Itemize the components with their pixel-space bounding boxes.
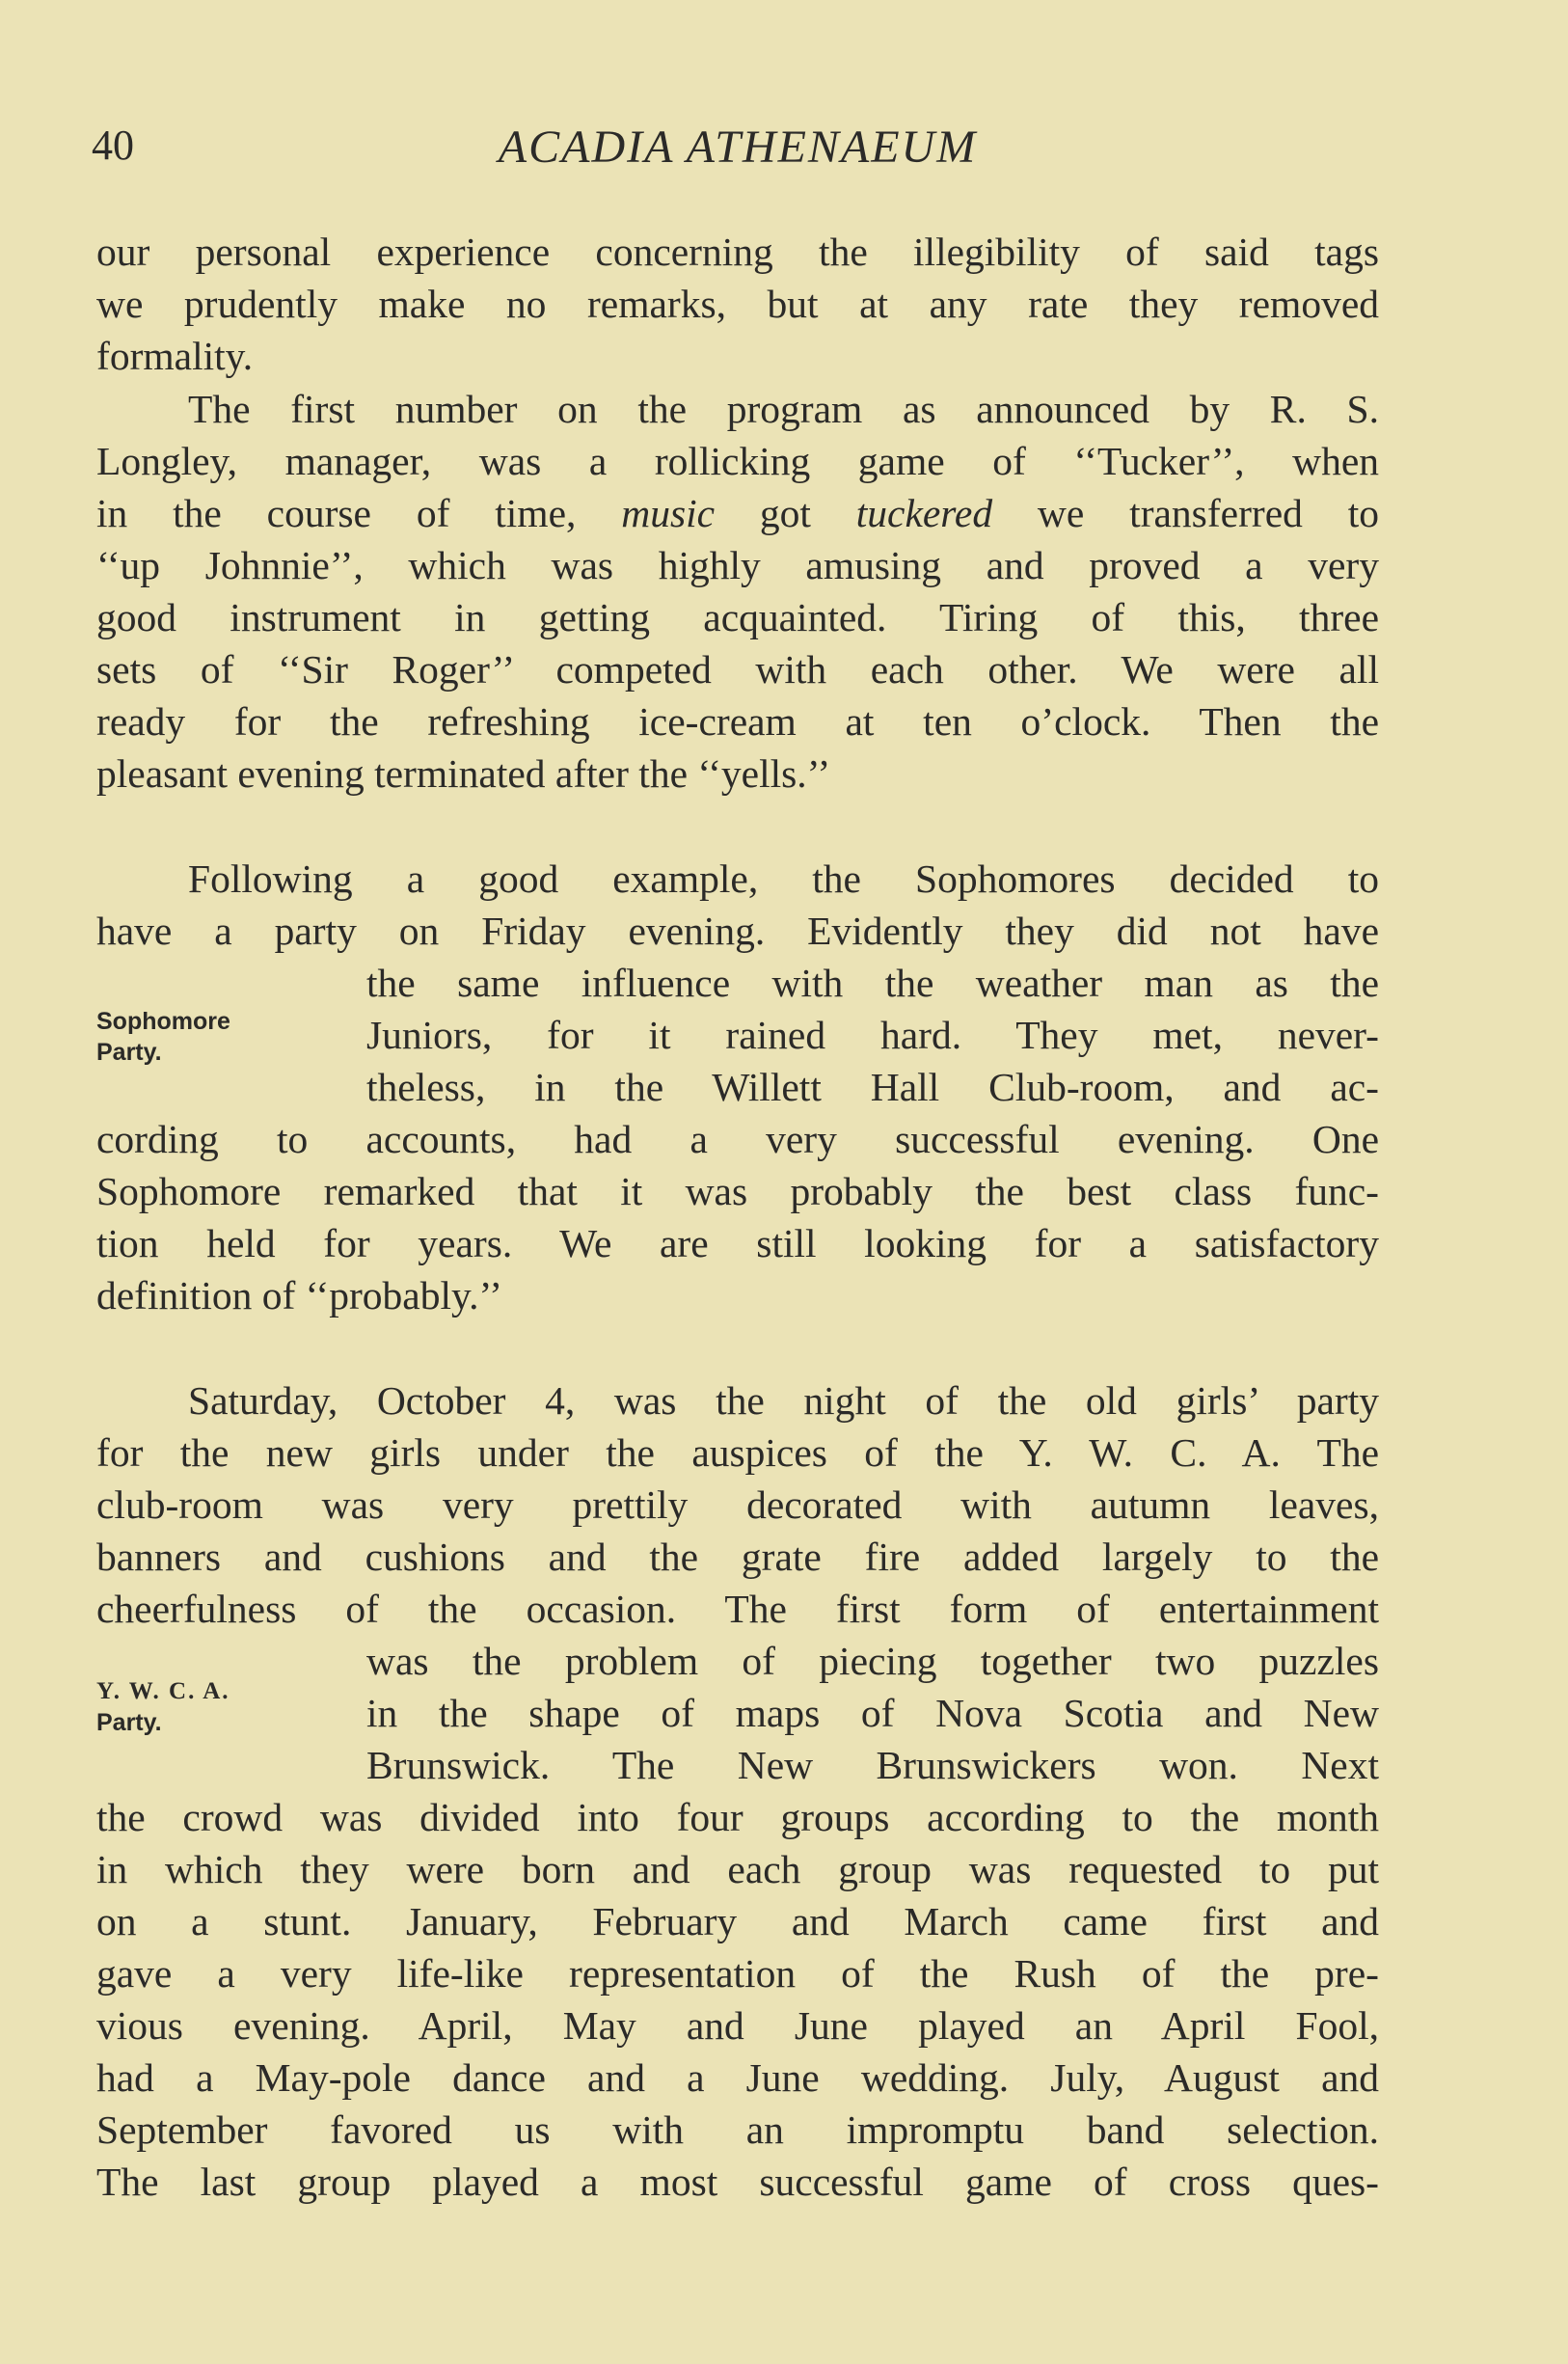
- text-line: Longley, manager, was a rollicking game of ‘‘Tucker’’, when: [96, 439, 1379, 483]
- text-line: Juniors, for it rained hard. They met, never-: [366, 1013, 1379, 1057]
- text-line: sets of ‘‘Sir Roger’’ competed with each other. We were all: [96, 647, 1379, 692]
- text-line: cheerfulness of the occasion. The first form of entertainment: [96, 1587, 1379, 1631]
- text-line: had a May-pole dance and a June wedding. July, August and: [96, 2055, 1379, 2100]
- sidenote-line: Sophomore: [96, 1008, 230, 1035]
- text-line: The last group played a most successful game of cross ques-: [96, 2160, 1379, 2204]
- text-line: the same influence with the weather man as the: [366, 961, 1379, 1005]
- text-line: pleasant evening terminated after the ‘‘yells.’’: [96, 751, 831, 796]
- text-line: banners and cushions and the grate fire added largely to the: [96, 1535, 1379, 1579]
- text-line: good instrument in getting acquainted. Tiring of this, three: [96, 595, 1379, 639]
- text-line: our personal experience concerning the illegibility of said tags: [96, 230, 1379, 274]
- text-line: cording to accounts, had a very successful evening. One: [96, 1117, 1379, 1161]
- text-line: Brunswick. The New Brunswickers won. Next: [366, 1743, 1379, 1787]
- sidenote-line: Party.: [96, 1039, 162, 1066]
- text-line: Sophomore remarked that it was probably the best class func-: [96, 1169, 1379, 1213]
- text-line: the crowd was divided into four groups according to the month: [96, 1795, 1379, 1839]
- text-line: in the shape of maps of Nova Scotia and New: [366, 1691, 1379, 1735]
- text-line: The first number on the program as announced by R. S.: [188, 387, 1379, 431]
- sidenote-ywca-party: [96, 1676, 230, 1738]
- text-line: definition of ‘‘probably.’’: [96, 1273, 502, 1318]
- text-line: on a stunt. January, February and March came first and: [96, 1899, 1379, 1943]
- page-header: [92, 121, 1384, 178]
- text-line: formality.: [96, 334, 254, 378]
- text-line: ready for the refreshing ice-cream at ten o’clock. Then the: [96, 699, 1379, 744]
- text-line: club-room was very prettily decorated with autumn leaves,: [96, 1482, 1379, 1527]
- text-line: theless, in the Willett Hall Club-room, and ac-: [366, 1065, 1379, 1109]
- text-line: we prudently make no remarks, but at any rate they removed: [96, 282, 1379, 326]
- text-line: Following a good example, the Sophomores decided to: [188, 856, 1379, 901]
- text-line: tion held for years. We are still looking for a satisfactory: [96, 1221, 1379, 1265]
- text-line: in the course of time, music got tuckered we transferred to: [96, 491, 1380, 535]
- text-line: in which they were born and each group was requested to put: [96, 1847, 1379, 1891]
- text-line: for the new girls under the auspices of the Y. W. C. A. The: [96, 1430, 1379, 1475]
- text-line: ‘‘up Johnnie’’, which was highly amusing and proved a very: [96, 543, 1379, 587]
- text-line: was the problem of piecing together two puzzles: [366, 1639, 1379, 1683]
- page-number: 40: [92, 122, 134, 169]
- sidenote-line: Y. W. C. A.: [96, 1678, 230, 1704]
- text-line: gave a very life-like representation of the Rush of the pre-: [96, 1951, 1379, 1996]
- text-line: have a party on Friday evening. Evidently they did not have: [96, 909, 1379, 953]
- sidenote-sophomore-party: [96, 1006, 230, 1068]
- text-line: vious evening. April, May and June played an April Fool,: [96, 2003, 1379, 2048]
- sidenote-line: Party.: [96, 1709, 162, 1736]
- text-line: Saturday, October 4, was the night of the old girls’ party: [188, 1378, 1379, 1423]
- running-head: ACADIA ATHENAEUM: [498, 122, 978, 173]
- text-line: September favored us with an impromptu band selection.: [96, 2107, 1379, 2152]
